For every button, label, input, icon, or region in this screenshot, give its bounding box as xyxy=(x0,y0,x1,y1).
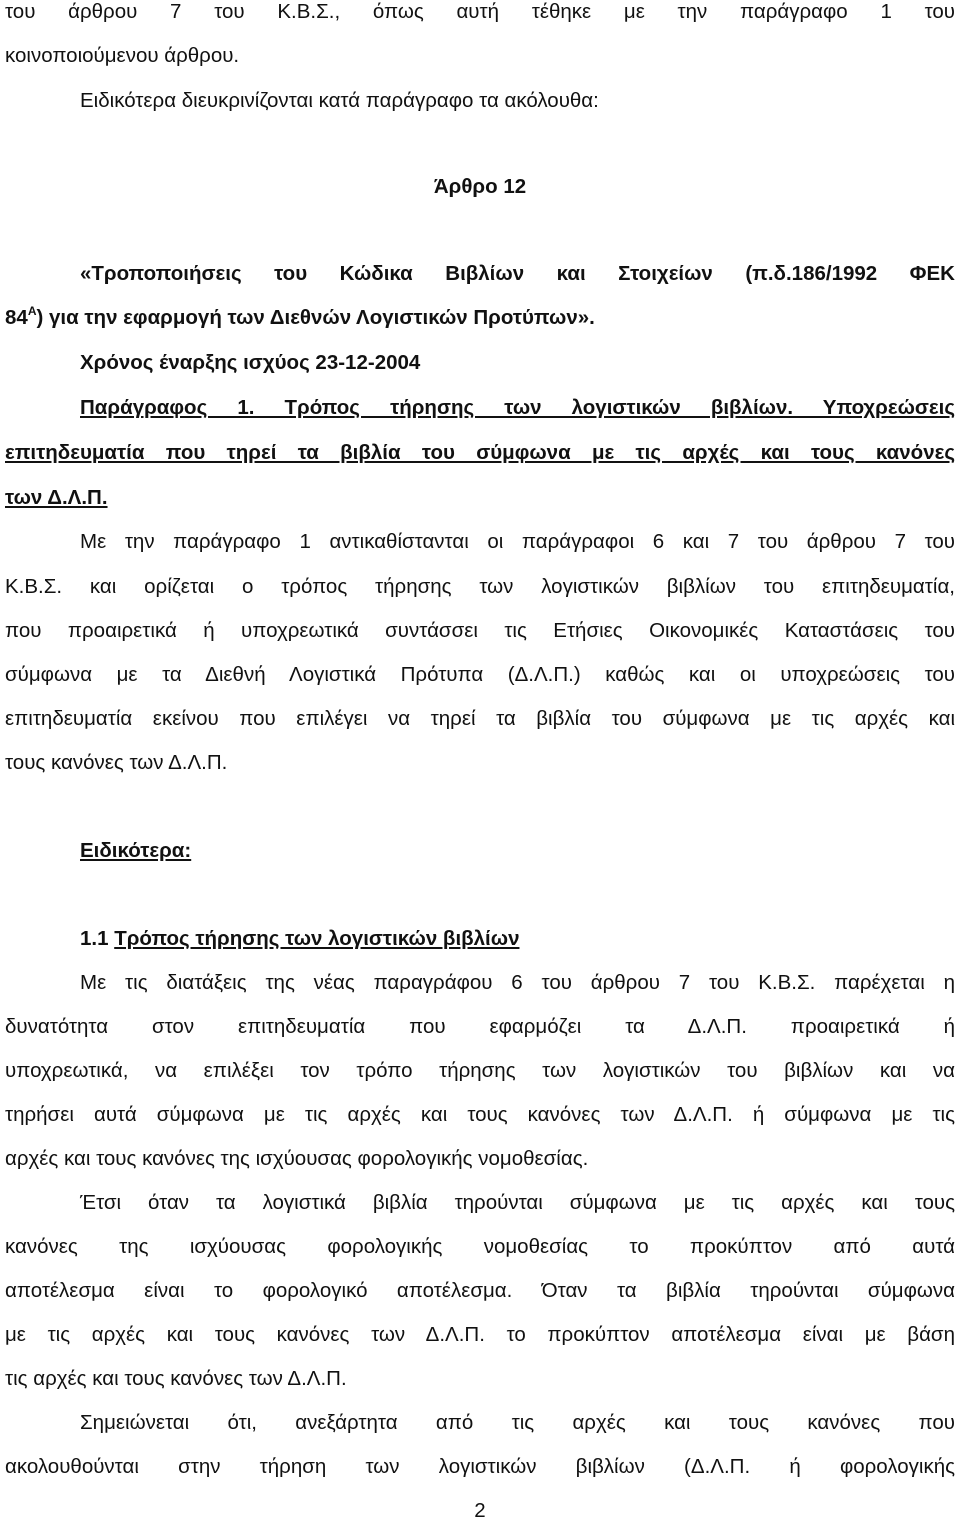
intro-line: κοινοποιούμενου άρθρου. xyxy=(5,44,240,67)
article-subtitle: «Τροποποιήσεις του Κώδικα Βιβλίων και Στοιχείων (π.δ.186/1992 ΦΕΚ xyxy=(80,262,955,285)
intro-clarify: Ειδικότερα διευκρινίζονται κατά παράγραφο τα ακόλουθα: xyxy=(80,89,599,112)
body-line: με τις αρχές και τους κανόνες των Δ.Λ.Π. το προκύπτον αποτέλεσμα είναι με βάση xyxy=(5,1323,955,1346)
section-heading xyxy=(80,925,955,953)
body-line: Με την παράγραφο 1 αντικαθίστανται οι παράγραφοι 6 και 7 του άρθρου 7 του xyxy=(80,530,955,553)
effective-date: Χρόνος έναρξης ισχύος 23-12-2004 xyxy=(80,351,421,374)
body-line: αρχές και τους κανόνες της ισχύουσας φορολογικής νομοθεσίας. xyxy=(5,1147,589,1170)
body-line: δυνατότητα στον επιτηδευματία που εφαρμόζει τα Δ.Λ.Π. προαιρετικά ή xyxy=(5,1015,955,1038)
body-line: Έτσι όταν τα λογιστικά βιβλία τηρούνται σύμφωνα με τις αρχές και τους xyxy=(80,1191,955,1214)
paragraph-heading: των Δ.Λ.Π. xyxy=(5,486,108,509)
article-subtitle-rest: ) για την εφαρμογή των Διεθνών Λογιστικών Προτύπων». xyxy=(36,306,595,329)
body-line: που προαιρετικά ή υποχρεωτικά συντάσσει τις Ετήσιες Οικονομικές Καταστάσεις του xyxy=(5,619,955,642)
body-line: Κ.Β.Σ. και ορίζεται ο τρόπος τήρησης των λογιστικών βιβλίων του επιτηδευματία, xyxy=(5,575,955,598)
paragraph-heading: επιτηδευματία που τηρεί τα βιβλία του σύμφωνα με τις αρχές και τους κανόνες xyxy=(5,441,955,464)
page-number: 2 xyxy=(474,1499,486,1522)
body-line: ακολουθούνται στην τήρηση των λογιστικών βιβλίων (Δ.Λ.Π. ή φορολογικής xyxy=(5,1455,955,1478)
body-line: Με τις διατάξεις της νέας παραγράφου 6 του άρθρου 7 του Κ.Β.Σ. παρέχεται η xyxy=(80,971,955,994)
article-number: 84 xyxy=(5,306,28,329)
body-line: σύμφωνα με τα Διεθνή Λογιστικά Πρότυπα (Δ.Λ.Π.) καθώς και οι υποχρεώσεις του xyxy=(5,663,955,686)
section-number: 1.1 xyxy=(80,927,115,950)
specifically-heading: Ειδικότερα: xyxy=(80,839,192,862)
article-subtitle-cont xyxy=(5,304,955,334)
body-line: Σημειώνεται ότι, ανεξάρτητα από τις αρχές και τους κανόνες που xyxy=(80,1411,955,1434)
paragraph-heading: Παράγραφος 1. Τρόπος τήρησης των λογιστικών βιβλίων. Υποχρεώσεις xyxy=(80,396,955,419)
body-line: τηρήσει αυτά σύμφωνα με τις αρχές και τους κανόνες των Δ.Λ.Π. ή σύμφωνα με τις xyxy=(5,1103,955,1126)
body-line: αποτέλεσμα είναι το φορολογικό αποτέλεσμα. Όταν τα βιβλία τηρούνται σύμφωνα xyxy=(5,1279,955,1302)
body-line: τους κανόνες των Δ.Λ.Π. xyxy=(5,751,228,774)
body-line: υποχρεωτικά, να επιλέξει τον τρόπο τήρησης των λογιστικών του βιβλίων και να xyxy=(5,1059,955,1082)
article-sup: Α xyxy=(27,304,37,318)
intro-line: του άρθρου 7 του Κ.Β.Σ., όπως αυτή τέθηκε με την παράγραφο 1 του xyxy=(5,0,955,23)
body-line: κανόνες της ισχύουσας φορολογικής νομοθεσίας το προκύπτον από αυτά xyxy=(5,1235,955,1258)
section-title: Τρόπος τήρησης των λογιστικών βιβλίων xyxy=(114,927,520,950)
article-title: Άρθρο 12 xyxy=(433,175,527,198)
body-line: τις αρχές και τους κανόνες των Δ.Λ.Π. xyxy=(5,1367,347,1390)
body-line: επιτηδευματία εκείνου που επιλέγει να τηρεί τα βιβλία του σύμφωνα με τις αρχές και xyxy=(5,707,955,730)
